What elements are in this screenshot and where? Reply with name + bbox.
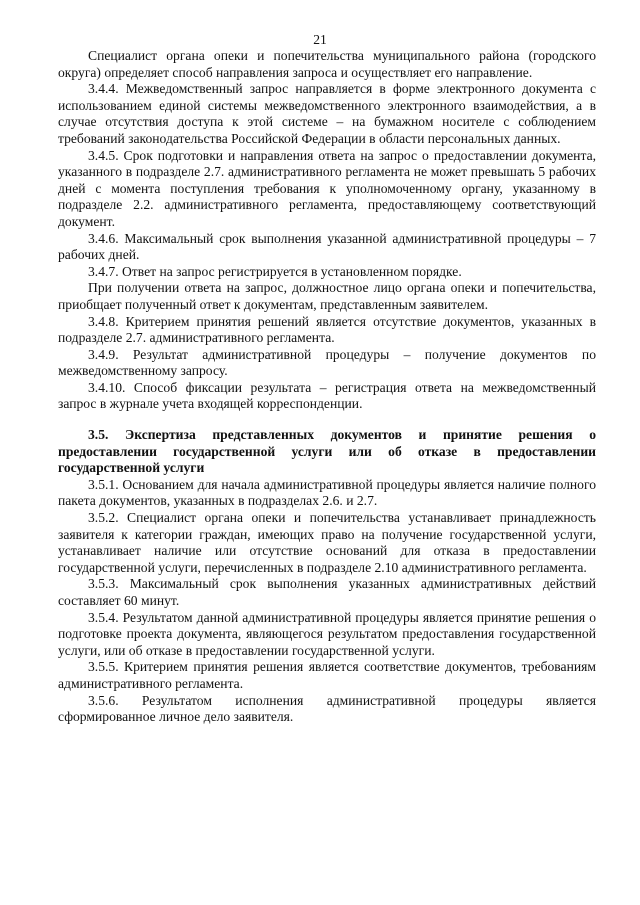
- paragraph-3-5-1: 3.5.1. Основанием для начала административной процедуры является наличие полного пакета документов, указанных в подразделах 2.6. и 2.7.: [58, 476, 596, 509]
- paragraph-3-5-3: 3.5.3. Максимальный срок выполнения указанных административных действий составляет 60 минут.: [58, 576, 596, 608]
- paragraph-3-5-4: 3.5.4. Результатом данной административной процедуры является принятие решения о подготовке проекта документа, являющегося результатом предоставления государственной услуги, или об отказе в предоставлении государственной услуги.: [58, 609, 596, 658]
- paragraph-3-4-9: 3.4.9. Результат административной процедуры – получение документов по межведомственному запросу.: [58, 346, 596, 379]
- page-number: 21: [313, 32, 327, 47]
- paragraph-3-4-7: 3.4.7. Ответ на запрос регистрируется в установленном порядке.: [88, 263, 462, 279]
- paragraph-3-4-4: 3.4.4. Межведомственный запрос направляется в форме электронного документа с использованием единой системы межведомственного электронного взаимодействия, а в случае отсутствия доступа к этой системе – на бумажном носителе с соблюдением требований законодательства Российской Федерации в области персональных данных.: [58, 81, 596, 146]
- paragraph-3-4-6: 3.4.6. Максимальный срок выполнения указанной административной процедуры – 7 рабочих дней.: [58, 230, 596, 263]
- paragraph-3-4-10: 3.4.10. Способ фиксации результата – регистрация ответа на межведомственный запрос в журнале учета входящей корреспонденции.: [58, 379, 596, 412]
- paragraph-specialist-sends-request: Специалист органа опеки и попечительства муниципального района (городского округа) определяет способ направления запроса и осуществляет его направление.: [58, 48, 596, 80]
- page-body: [58, 48, 596, 726]
- paragraph-3-4-8: 3.4.8. Критерием принятия решений является отсутствие документов, указанных в подразделе 2.7. административного регламента.: [58, 313, 596, 346]
- paragraph-response-attached: При получении ответа на запрос, должностное лицо органа опеки и попечительства, приобщает полученный ответ к документам, представленным заявителем.: [58, 280, 596, 312]
- paragraph-3-5-6: 3.5.6. Результатом исполнения административной процедуры является сформированное личное дело заявителя.: [58, 692, 596, 725]
- paragraph-3-4-5: 3.4.5. Срок подготовки и направления ответа на запрос о предоставлении документа, указанного в подразделе 2.7. административного регламента не может превышать 5 рабочих дней с момента поступления требования к уполномоченному органу, указанному в подразделе 2.2. административного регламента, предоставляющему соответствующий документ.: [58, 147, 596, 229]
- paragraph-3-5-5: 3.5.5. Критерием принятия решения является соответствие документов, требованиям административного регламента.: [58, 659, 596, 691]
- paragraph-3-5-2: 3.5.2. Специалист органа опеки и попечительства устанавливает принадлежность заявителя к категории граждан, имеющих право на получение государственной услуги, устанавливает наличие или отсутствие оснований для отказа в предоставлении государственной услуги, перечисленных в подразделе 2.10 административного регламента.: [58, 510, 596, 575]
- section-heading-3-5: 3.5. Экспертиза представленных документов и принятие решения о предоставлении государственной услуги или об отказе в предоставлении государственной услуги: [58, 427, 596, 476]
